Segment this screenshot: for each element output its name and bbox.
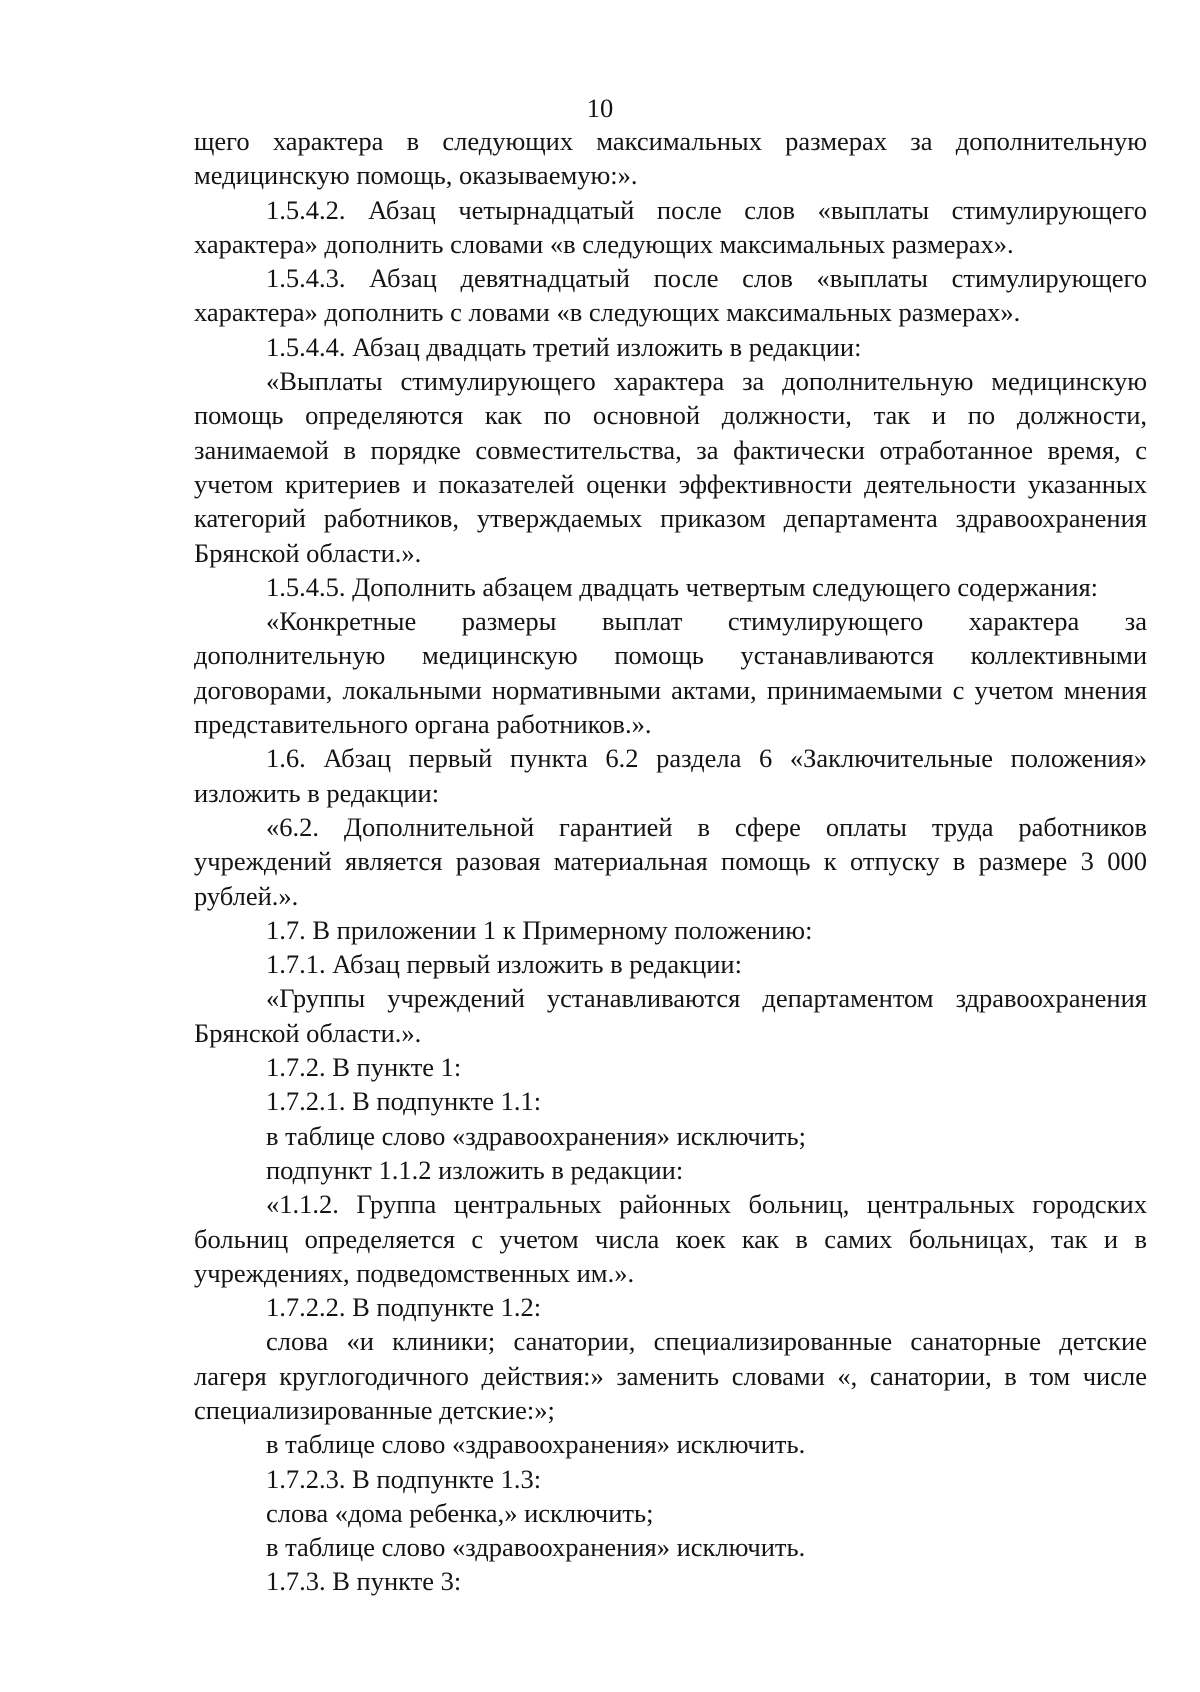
paragraph: 1.5.4.3. Абзац девятнадцатый после слов «выплаты стимулирующего характера» дополнить с ловами «в следующих максимальных размерах». <box>194 263 1147 328</box>
paragraph: 1.6. Абзац первый пункта 6.2 раздела 6 «Заключительные положения» изложить в редакции: <box>194 743 1147 808</box>
paragraph: 1.7. В приложении 1 к Примерному положению: <box>266 914 813 945</box>
paragraph: 1.7.1. Абзац первый изложить в редакции: <box>266 949 742 980</box>
paragraph: 1.7.3. В пункте 3: <box>266 1566 462 1597</box>
paragraph: «1.1.2. Группа центральных районных больниц, центральных городских больниц определяется с учетом числа коек как в самих больницах, так и в учреждениях, подведомственных им.». <box>194 1189 1147 1288</box>
paragraph: подпункт 1.1.2 изложить в редакции: <box>266 1154 684 1185</box>
paragraph: в таблице слово «здравоохранения» исключить. <box>266 1532 806 1563</box>
paragraph: «6.2. Дополнительной гарантией в сфере оплаты труда работников учреждений является разовая материальная помощь к отпуску в размере 3 000 рублей.». <box>194 811 1147 911</box>
paragraph: 1.5.4.5. Дополнить абзацем двадцать четвертым следующего содержания: <box>266 571 1099 602</box>
paragraph: «Группы учреждений устанавливаются департаментом здравоохранения Брянской области.». <box>194 983 1147 1048</box>
paragraph: «Выплаты стимулирующего характера за дополнительную медицинскую помощь определяются как по основной должности, так и по должности, занимаемой в порядке совместительства, за фактически отработанное время, с учетом критериев и показателей оценки эффективности деятельности указанных категорий работников, утверждаемых приказом департамента здравоохранения Брянской области.». <box>194 366 1147 568</box>
document-body <box>194 124 1147 1599</box>
page-number: 10 <box>586 93 614 123</box>
paragraph: 1.7.2.2. В подпункте 1.2: <box>266 1292 542 1323</box>
paragraph: в таблице слово «здравоохранения» исключить. <box>266 1429 806 1460</box>
paragraph: слова «и клиники; санатории, специализированные санаторные детские лагеря круглогодичного действия:» заменить словами «, санатории, в том числе специализированные детские:»; <box>194 1326 1147 1425</box>
paragraph: 1.7.2. В пункте 1: <box>266 1052 462 1083</box>
paragraph: 1.7.2.1. В подпункте 1.1: <box>266 1086 542 1117</box>
paragraph: 1.5.4.2. Абзац четырнадцатый после слов «выплаты стимулирующего характера» дополнить словами «в следующих максимальных размерах». <box>194 194 1147 259</box>
paragraph: слова «дома ребенка,» исключить; <box>266 1497 654 1528</box>
paragraph: 1.7.2.3. В подпункте 1.3: <box>266 1463 542 1494</box>
paragraph: «Конкретные размеры выплат стимулирующего характера за дополнительную медицинскую помощь устанавливаются коллективными договорами, локальными нормативными актами, принимаемыми с учетом мнения представительного органа работников.». <box>194 606 1147 740</box>
paragraph: в таблице слово «здравоохранения» исключить; <box>266 1120 806 1151</box>
paragraph: щего характера в следующих максимальных размерах за дополнительную медицинскую помощь, оказываемую:». <box>194 126 1147 191</box>
paragraph: 1.5.4.4. Абзац двадцать третий изложить в редакции: <box>266 331 862 362</box>
